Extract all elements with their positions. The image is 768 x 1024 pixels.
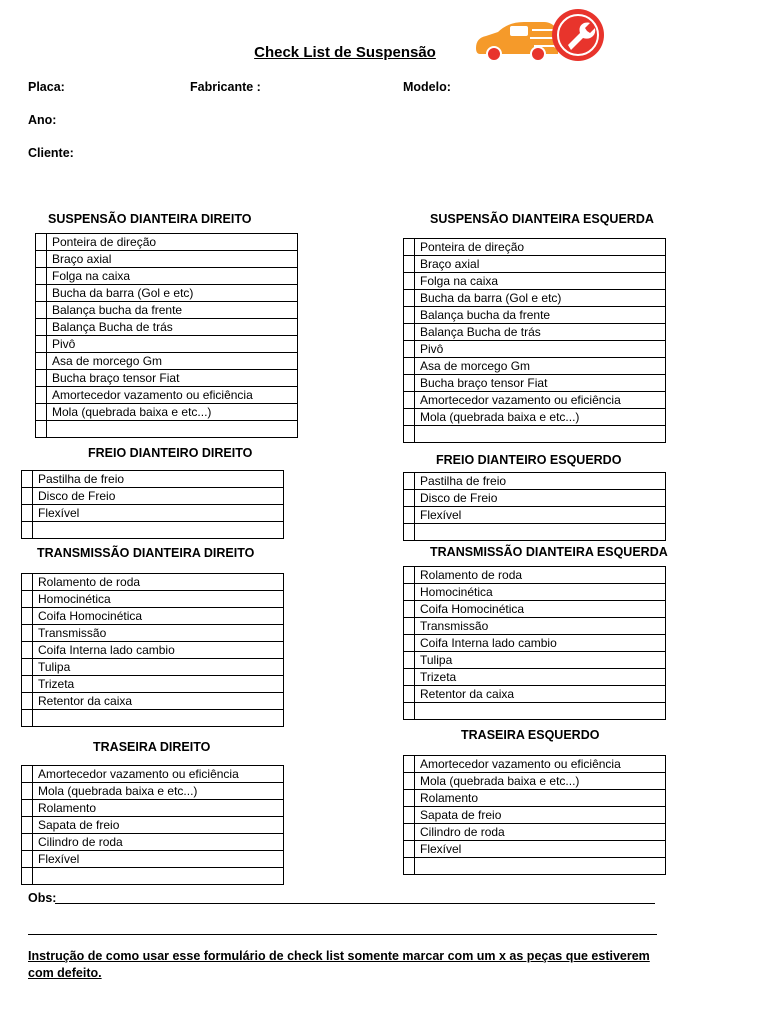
- item-label: Braço axial: [47, 251, 298, 268]
- check-box[interactable]: [404, 473, 415, 490]
- item-label: Pastilha de freio: [33, 471, 284, 488]
- item-label: Rolamento: [415, 790, 666, 807]
- table-row: [36, 268, 298, 285]
- table-row: [404, 567, 666, 584]
- check-box[interactable]: [22, 642, 33, 659]
- table-row: [36, 421, 298, 438]
- check-box[interactable]: [36, 285, 47, 302]
- table-row: [404, 324, 666, 341]
- table-row: [22, 488, 284, 505]
- item-label: Coifa Interna lado cambio: [33, 642, 284, 659]
- table-row: [404, 239, 666, 256]
- item-label: Rolamento: [33, 800, 284, 817]
- item-label: Amortecedor vazamento ou eficiência: [415, 756, 666, 773]
- check-box[interactable]: [22, 608, 33, 625]
- check-box[interactable]: [404, 273, 415, 290]
- table-row: [404, 841, 666, 858]
- tras-esq-table: [403, 755, 666, 875]
- obs-line-1[interactable]: [55, 903, 655, 904]
- table-row: [22, 625, 284, 642]
- item-label: Coifa Interna lado cambio: [415, 635, 666, 652]
- susp-dir-title: SUSPENSÃO DIANTEIRA DIREITO: [48, 212, 252, 226]
- table-row: [36, 387, 298, 404]
- item-label: Bucha da barra (Gol e etc): [415, 290, 666, 307]
- trans-dir-title: TRANSMISSÃO DIANTEIRA DIREITO: [37, 546, 255, 560]
- page-title: Check List de Suspensão: [254, 44, 436, 61]
- table-row: [22, 522, 284, 539]
- table-row: [404, 790, 666, 807]
- table-row: [404, 858, 666, 875]
- table-row: [22, 608, 284, 625]
- table-row: [36, 234, 298, 251]
- check-box[interactable]: [36, 319, 47, 336]
- check-box[interactable]: [404, 392, 415, 409]
- table-row: [404, 824, 666, 841]
- check-box[interactable]: [22, 710, 33, 727]
- table-row: [22, 642, 284, 659]
- table-row: [404, 426, 666, 443]
- item-label: [33, 868, 284, 885]
- table-row: [22, 505, 284, 522]
- obs-label: Obs:: [28, 891, 57, 905]
- item-label: Balança bucha da frente: [47, 302, 298, 319]
- check-box[interactable]: [404, 652, 415, 669]
- table-row: [36, 319, 298, 336]
- table-row: [22, 868, 284, 885]
- check-box[interactable]: [404, 524, 415, 541]
- check-box[interactable]: [22, 488, 33, 505]
- item-label: Balança bucha da frente: [415, 307, 666, 324]
- susp-esq-table: [403, 238, 666, 443]
- check-box[interactable]: [404, 426, 415, 443]
- item-label: [47, 421, 298, 438]
- cliente-label: Cliente:: [28, 146, 74, 160]
- item-label: Mola (quebrada baixa e etc...): [415, 773, 666, 790]
- table-row: [404, 756, 666, 773]
- check-box[interactable]: [404, 507, 415, 524]
- table-row: [22, 693, 284, 710]
- placa-label: Placa:: [28, 80, 65, 94]
- check-box[interactable]: [404, 409, 415, 426]
- table-row: [22, 591, 284, 608]
- item-label: Rolamento de roda: [33, 574, 284, 591]
- check-box[interactable]: [22, 574, 33, 591]
- item-label: Retentor da caixa: [33, 693, 284, 710]
- item-label: Pivô: [47, 336, 298, 353]
- modelo-label: Modelo:: [403, 80, 451, 94]
- table-row: [404, 524, 666, 541]
- item-label: Coifa Homocinética: [415, 601, 666, 618]
- item-label: [33, 710, 284, 727]
- item-label: Asa de morcego Gm: [415, 358, 666, 375]
- item-label: Cilindro de roda: [415, 824, 666, 841]
- check-box[interactable]: [22, 505, 33, 522]
- check-box[interactable]: [404, 773, 415, 790]
- check-box[interactable]: [36, 302, 47, 319]
- table-row: [36, 404, 298, 421]
- check-box[interactable]: [404, 239, 415, 256]
- table-row: [404, 507, 666, 524]
- table-row: [22, 851, 284, 868]
- item-label: Balança Bucha de trás: [415, 324, 666, 341]
- table-row: [404, 256, 666, 273]
- table-row: [404, 490, 666, 507]
- item-label: Flexível: [415, 841, 666, 858]
- check-box[interactable]: [36, 387, 47, 404]
- table-row: [404, 601, 666, 618]
- table-row: [404, 669, 666, 686]
- table-row: [22, 817, 284, 834]
- check-box[interactable]: [404, 307, 415, 324]
- check-box[interactable]: [36, 353, 47, 370]
- trans-esq-title: TRANSMISSÃO DIANTEIRA ESQUERDA: [430, 545, 668, 559]
- check-box[interactable]: [404, 601, 415, 618]
- check-box[interactable]: [404, 341, 415, 358]
- trans-dir-table: [21, 573, 284, 727]
- check-box[interactable]: [36, 268, 47, 285]
- item-label: Mola (quebrada baixa e etc...): [33, 783, 284, 800]
- check-box[interactable]: [22, 800, 33, 817]
- check-box[interactable]: [404, 756, 415, 773]
- check-box[interactable]: [22, 676, 33, 693]
- check-box[interactable]: [36, 421, 47, 438]
- table-row: [36, 353, 298, 370]
- table-row: [22, 471, 284, 488]
- item-label: Folga na caixa: [47, 268, 298, 285]
- item-label: Ponteira de direção: [415, 239, 666, 256]
- check-box[interactable]: [404, 490, 415, 507]
- check-box[interactable]: [22, 783, 33, 800]
- freio-esq-title: FREIO DIANTEIRO ESQUERDO: [436, 453, 622, 467]
- item-label: Disco de Freio: [33, 488, 284, 505]
- table-row: [22, 676, 284, 693]
- table-row: [404, 409, 666, 426]
- item-label: Tulipa: [33, 659, 284, 676]
- item-label: Homocinética: [33, 591, 284, 608]
- check-box[interactable]: [22, 834, 33, 851]
- table-row: [404, 652, 666, 669]
- table-row: [22, 800, 284, 817]
- item-label: Flexível: [33, 851, 284, 868]
- table-row: [404, 773, 666, 790]
- table-row: [22, 659, 284, 676]
- check-box[interactable]: [22, 868, 33, 885]
- table-row: [22, 834, 284, 851]
- table-row: [404, 807, 666, 824]
- table-row: [36, 285, 298, 302]
- trans-esq-table: [403, 566, 666, 720]
- check-box[interactable]: [22, 625, 33, 642]
- item-label: [415, 858, 666, 875]
- table-row: [404, 584, 666, 601]
- check-box[interactable]: [404, 858, 415, 875]
- item-label: Retentor da caixa: [415, 686, 666, 703]
- check-box[interactable]: [404, 618, 415, 635]
- table-row: [22, 710, 284, 727]
- item-label: Flexível: [415, 507, 666, 524]
- item-label: Pastilha de freio: [415, 473, 666, 490]
- item-label: [415, 703, 666, 720]
- check-box[interactable]: [36, 336, 47, 353]
- item-label: Cilindro de roda: [33, 834, 284, 851]
- check-box[interactable]: [36, 234, 47, 251]
- check-box[interactable]: [22, 522, 33, 539]
- check-box[interactable]: [404, 358, 415, 375]
- table-row: [404, 307, 666, 324]
- item-label: Bucha da barra (Gol e etc): [47, 285, 298, 302]
- item-label: Asa de morcego Gm: [47, 353, 298, 370]
- item-label: Mola (quebrada baixa e etc...): [47, 404, 298, 421]
- item-label: Amortecedor vazamento ou eficiência: [415, 392, 666, 409]
- item-label: Transmissão: [415, 618, 666, 635]
- item-label: Coifa Homocinética: [33, 608, 284, 625]
- table-row: [36, 251, 298, 268]
- check-box[interactable]: [36, 251, 47, 268]
- table-row: [404, 375, 666, 392]
- table-row: [404, 635, 666, 652]
- check-box[interactable]: [404, 256, 415, 273]
- table-row: [36, 370, 298, 387]
- item-label: Folga na caixa: [415, 273, 666, 290]
- check-box[interactable]: [404, 703, 415, 720]
- check-box[interactable]: [22, 693, 33, 710]
- table-row: [404, 618, 666, 635]
- item-label: [415, 524, 666, 541]
- table-row: [22, 574, 284, 591]
- item-label: Trizeta: [415, 669, 666, 686]
- check-box[interactable]: [404, 824, 415, 841]
- item-label: Flexível: [33, 505, 284, 522]
- item-label: Homocinética: [415, 584, 666, 601]
- table-row: [22, 783, 284, 800]
- table-row: [22, 766, 284, 783]
- item-label: Ponteira de direção: [47, 234, 298, 251]
- item-label: Trizeta: [33, 676, 284, 693]
- check-box[interactable]: [404, 635, 415, 652]
- table-row: [36, 302, 298, 319]
- check-box[interactable]: [22, 471, 33, 488]
- table-row: [404, 273, 666, 290]
- tras-dir-title: TRASEIRA DIREITO: [93, 740, 211, 754]
- item-label: Sapata de freio: [415, 807, 666, 824]
- instruction-line-2: com defeito.: [28, 966, 102, 980]
- check-box[interactable]: [404, 567, 415, 584]
- table-row: [404, 686, 666, 703]
- item-label: Tulipa: [415, 652, 666, 669]
- check-box[interactable]: [404, 841, 415, 858]
- check-box[interactable]: [36, 370, 47, 387]
- table-row: [404, 290, 666, 307]
- check-box[interactable]: [22, 851, 33, 868]
- item-label: Mola (quebrada baixa e etc...): [415, 409, 666, 426]
- check-box[interactable]: [22, 766, 33, 783]
- check-box[interactable]: [404, 669, 415, 686]
- freio-dir-title: FREIO DIANTEIRO DIREITO: [88, 446, 253, 460]
- check-box[interactable]: [404, 324, 415, 341]
- table-row: [404, 473, 666, 490]
- check-box[interactable]: [22, 817, 33, 834]
- check-box[interactable]: [404, 584, 415, 601]
- obs-line-2[interactable]: [28, 934, 657, 935]
- item-label: Sapata de freio: [33, 817, 284, 834]
- check-box[interactable]: [404, 375, 415, 392]
- tras-esq-title: TRASEIRA ESQUERDO: [461, 728, 600, 742]
- check-box[interactable]: [404, 807, 415, 824]
- table-row: [404, 358, 666, 375]
- fabricante-label: Fabricante :: [190, 80, 261, 94]
- instruction-line-1: Instrução de como usar esse formulário de check list somente marcar com um x as peças que estiverem: [28, 949, 650, 963]
- item-label: Bucha braço tensor Fiat: [47, 370, 298, 387]
- item-label: Bucha braço tensor Fiat: [415, 375, 666, 392]
- car-repair-icon: [472, 8, 606, 64]
- item-label: [415, 426, 666, 443]
- freio-esq-table: [403, 472, 666, 541]
- check-box[interactable]: [22, 591, 33, 608]
- item-label: Amortecedor vazamento ou eficiência: [33, 766, 284, 783]
- susp-dir-table: [35, 233, 298, 438]
- susp-esq-title: SUSPENSÃO DIANTEIRA ESQUERDA: [430, 212, 654, 226]
- table-row: [36, 336, 298, 353]
- check-box[interactable]: [404, 790, 415, 807]
- check-box[interactable]: [404, 290, 415, 307]
- item-label: Amortecedor vazamento ou eficiência: [47, 387, 298, 404]
- check-box[interactable]: [36, 404, 47, 421]
- item-label: Rolamento de roda: [415, 567, 666, 584]
- item-label: Pivô: [415, 341, 666, 358]
- item-label: Disco de Freio: [415, 490, 666, 507]
- ano-label: Ano:: [28, 113, 57, 127]
- item-label: Transmissão: [33, 625, 284, 642]
- item-label: [33, 522, 284, 539]
- item-label: Braço axial: [415, 256, 666, 273]
- table-row: [404, 392, 666, 409]
- freio-dir-table: [21, 470, 284, 539]
- table-row: [404, 703, 666, 720]
- check-box[interactable]: [22, 659, 33, 676]
- check-box[interactable]: [404, 686, 415, 703]
- tras-dir-table: [21, 765, 284, 885]
- table-row: [404, 341, 666, 358]
- item-label: Balança Bucha de trás: [47, 319, 298, 336]
